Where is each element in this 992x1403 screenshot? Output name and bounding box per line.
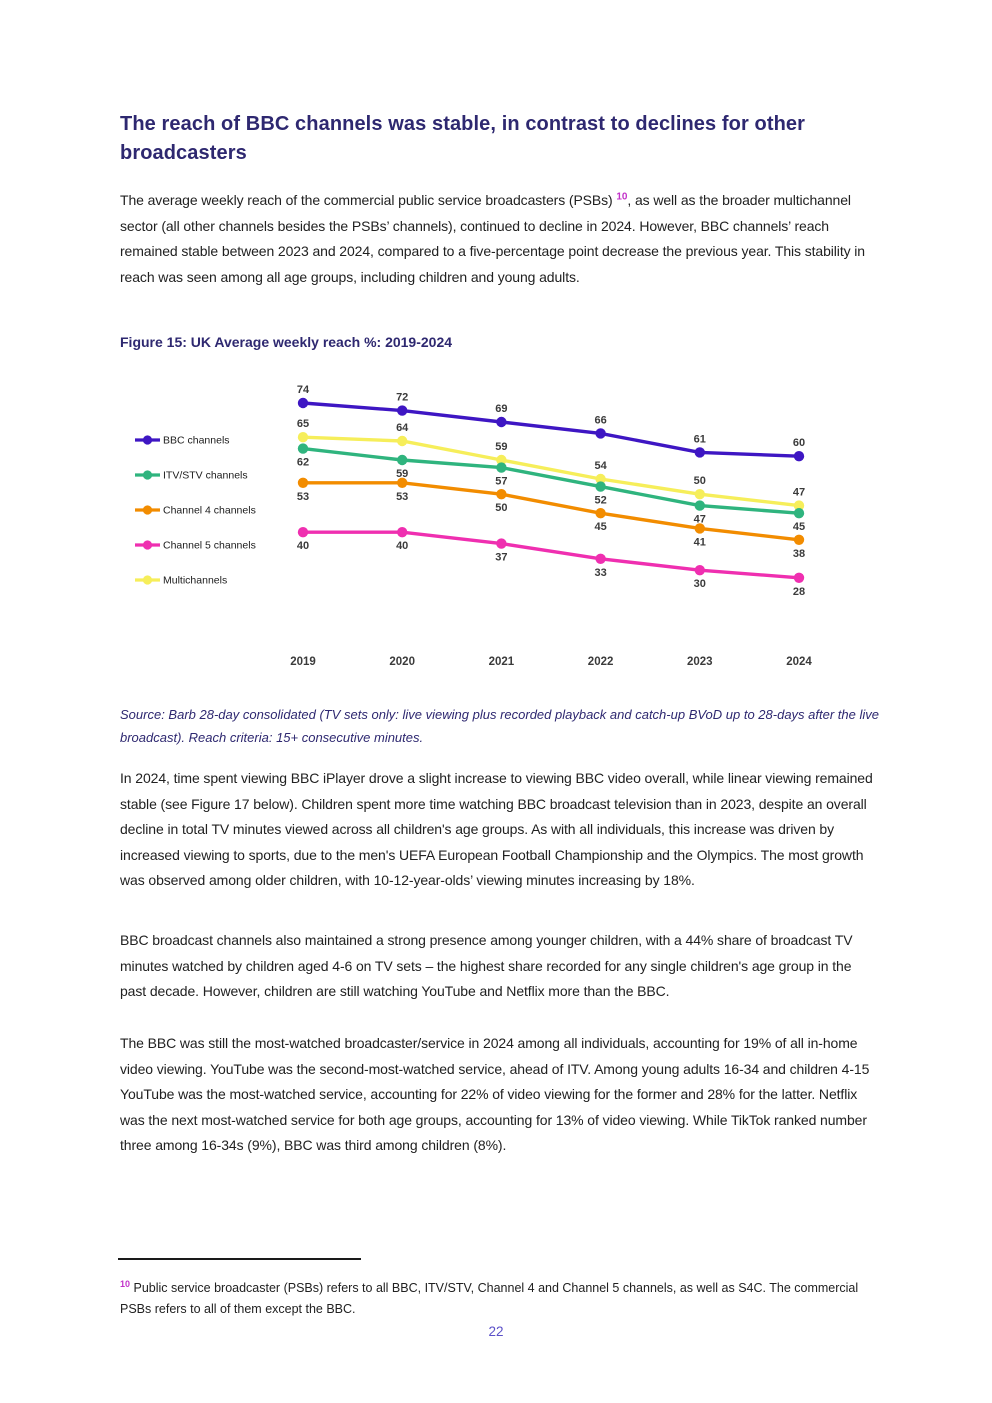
data-label-bbc-channels-2019: 74	[296, 384, 310, 396]
data-point-channel-5-channels-2021	[496, 538, 506, 548]
data-label-bbc-channels-2023: 61	[693, 433, 706, 446]
data-label-channel-5-channels-2022: 33	[594, 566, 607, 579]
series-line-channel-5-channels	[303, 532, 799, 578]
data-label-bbc-channels-2020: 72	[396, 391, 409, 404]
legend-label: BBC channels	[163, 434, 230, 447]
footnote-text: Public service broadcaster (PSBs) refers to all BBC, ITV/STV, Channel 4 and Channel 5 channels, as well as S4C. The commercial PSBs refers to all of them except the BBC.	[120, 1281, 859, 1316]
data-label-multichannels-2022: 54	[594, 460, 607, 472]
data-label-itv-stv-channels-2019: 62	[296, 456, 310, 469]
x-axis-label-2020: 2020	[389, 656, 415, 668]
legend-item-channel-5-channels	[135, 540, 256, 552]
data-label-channel-5-channels-2024: 28	[792, 585, 806, 598]
paragraph-1-text-continued: , as well as the broader multichannel sector (all other channels besides the PSBs’ channels), continued to decline in 2024. However, BBC channels’ reach remained stable between 2023 and 2024, compared to a five-percentage point decrease the previous year. This stability in reach was seen among all age groups, including children and young adults.	[120, 192, 865, 285]
data-label-channel-5-channels-2019: 40	[296, 540, 310, 553]
series-data-labels-channel-5-channels	[297, 540, 805, 598]
legend-item-bbc-channels	[135, 435, 230, 447]
legend-marker-icon	[143, 540, 152, 549]
data-point-multichannels-2019	[298, 432, 308, 442]
paragraph-1-text: The average weekly reach of the commercial public service broadcasters (PSBs)	[120, 192, 617, 208]
data-point-channel-5-channels-2024	[794, 573, 804, 583]
legend-item-multichannels	[135, 575, 227, 587]
data-point-bbc-channels-2023	[695, 447, 705, 457]
x-axis-label-2021: 2021	[488, 656, 515, 668]
data-label-channel-4-channels-2023: 41	[693, 536, 706, 549]
data-point-itv-stv-channels-2019	[298, 443, 308, 453]
data-label-multichannels-2021: 59	[495, 441, 508, 453]
footnote-reference-10[interactable]: 10	[616, 191, 628, 203]
data-point-channel-5-channels-2020	[397, 527, 407, 537]
data-point-bbc-channels-2024	[794, 451, 804, 461]
data-label-channel-4-channels-2020: 53	[396, 490, 409, 503]
data-point-channel-5-channels-2022	[595, 554, 605, 564]
paragraph-1	[120, 188, 875, 290]
figure-15-chart	[0, 373, 992, 683]
footnote-separator	[118, 1258, 361, 1260]
series-channel-5-channels	[298, 527, 804, 583]
legend-item-itv-stv-channels	[135, 470, 248, 482]
footnote-marker-10[interactable]: 10	[120, 1278, 131, 1289]
data-label-channel-5-channels-2020: 40	[396, 540, 409, 553]
legend-marker-icon	[143, 435, 152, 444]
legend-label: Multichannels	[163, 574, 228, 587]
series-channel-4-channels	[298, 475, 804, 545]
data-point-channel-5-channels-2023	[695, 565, 705, 575]
data-label-multichannels-2024: 47	[792, 486, 806, 499]
data-point-channel-5-channels-2019	[298, 527, 308, 537]
legend-label: Channel 4 channels	[163, 504, 256, 517]
data-label-channel-4-channels-2024: 38	[792, 547, 806, 560]
data-point-multichannels-2023	[695, 489, 705, 499]
data-label-multichannels-2023: 50	[693, 475, 706, 488]
x-axis-label-2022: 2022	[587, 656, 614, 668]
data-point-channel-4-channels-2021	[496, 489, 506, 499]
page-title: The reach of BBC channels was stable, in contrast to declines for other broadcasters	[120, 113, 806, 164]
x-axis-label-2023: 2023	[687, 656, 713, 668]
x-axis-labels	[290, 656, 812, 668]
series-data-labels-multichannels	[297, 418, 805, 498]
data-label-itv-stv-channels-2021: 57	[495, 475, 508, 488]
data-point-channel-4-channels-2019	[298, 478, 308, 488]
paragraph-4: The BBC was still the most-watched broadcaster/service in 2024 among all individuals, accounting for 19% of all in-home video viewing. YouTube was the second-most-watched service, ahead of ITV. Among young adults 16-34 and children 4-15 YouTube was the most-watched service, accounting for 22% of video viewing for the former and 28% for the latter. Netflix was the next most-watched service for both age groups, accounting for 13% of video viewing. While TikTok ranked number three among 16-34s (9%), BBC was third among children (8%).	[120, 1035, 870, 1153]
data-label-channel-4-channels-2021: 50	[495, 502, 508, 515]
series-line-multichannels	[303, 437, 799, 505]
data-point-itv-stv-channels-2022	[595, 481, 605, 491]
data-label-itv-stv-channels-2024: 45	[792, 521, 806, 534]
x-axis-label-2024: 2024	[786, 656, 812, 668]
data-point-bbc-channels-2019	[298, 398, 308, 408]
legend-label: ITV/STV channels	[163, 469, 248, 482]
series-multichannels	[298, 432, 804, 511]
legend-item-channel-4-channels	[135, 505, 256, 517]
data-point-itv-stv-channels-2020	[397, 455, 407, 465]
data-point-itv-stv-channels-2023	[695, 500, 705, 510]
footnote	[120, 1278, 875, 1320]
source-note: Source: Barb 28-day consolidated (TV sets only: live viewing plus recorded playback and catch-up BVoD up to 28-days after the live broadcast). Reach criteria: 15+ consecutive minutes.	[120, 707, 879, 745]
data-label-multichannels-2019: 65	[296, 418, 310, 431]
data-point-multichannels-2020	[397, 436, 407, 446]
data-label-multichannels-2020: 64	[396, 422, 409, 434]
data-label-itv-stv-channels-2023: 47	[693, 513, 706, 526]
data-point-channel-4-channels-2022	[595, 508, 605, 518]
data-label-bbc-channels-2024: 60	[792, 437, 806, 450]
data-point-itv-stv-channels-2024	[794, 508, 804, 518]
data-label-channel-5-channels-2021: 37	[495, 551, 508, 564]
series-data-labels-channel-4-channels	[297, 491, 805, 560]
x-axis-label-2019: 2019	[290, 656, 316, 668]
data-label-itv-stv-channels-2022: 52	[594, 494, 607, 507]
data-point-channel-4-channels-2024	[794, 535, 804, 545]
figure-caption: Figure 15: UK Average weekly reach %: 2019-2024	[120, 334, 453, 350]
data-label-bbc-channels-2022: 66	[594, 414, 607, 427]
legend-label: Channel 5 channels	[163, 539, 256, 552]
legend-marker-icon	[143, 470, 152, 479]
legend-marker-icon	[143, 575, 152, 584]
data-label-bbc-channels-2021: 69	[495, 403, 508, 415]
series-line-bbc-channels	[303, 403, 799, 456]
data-point-bbc-channels-2020	[397, 405, 407, 415]
page-number: 22	[488, 1324, 504, 1339]
data-label-channel-4-channels-2022: 45	[594, 521, 607, 534]
data-label-itv-stv-channels-2020: 59	[396, 468, 409, 480]
data-point-itv-stv-channels-2021	[496, 462, 506, 472]
data-point-bbc-channels-2022	[595, 428, 605, 438]
paragraph-2: In 2024, time spent viewing BBC iPlayer drove a slight increase to viewing BBC video overall, while linear viewing remained stable (see Figure 17 below). Children spent more time watching BBC broadcast television than in 2023, despite an overall decline in total TV minutes viewed across all children's age groups. As with all individuals, this increase was driven by increased viewing to sports, due to the men's UEFA European Football Championship and the Olympics. The most growth was observed among older children, with 10-12-year-olds’ viewing minutes increasing by 18%.	[120, 770, 873, 888]
legend-marker-icon	[143, 505, 152, 514]
paragraph-3: BBC broadcast channels also maintained a strong presence among younger children, with a 44% share of broadcast TV minutes watched by children aged 4-6 on TV sets – the highest share recorded for any single children's age group in the past decade. However, children are still watching YouTube and Netflix more than the BBC.	[120, 932, 853, 999]
data-label-channel-5-channels-2023: 30	[693, 578, 706, 591]
data-point-bbc-channels-2021	[496, 417, 506, 427]
series-bbc-channels	[298, 398, 804, 462]
figure-15-chart-svg	[0, 373, 992, 683]
data-label-channel-4-channels-2019: 53	[296, 490, 310, 503]
